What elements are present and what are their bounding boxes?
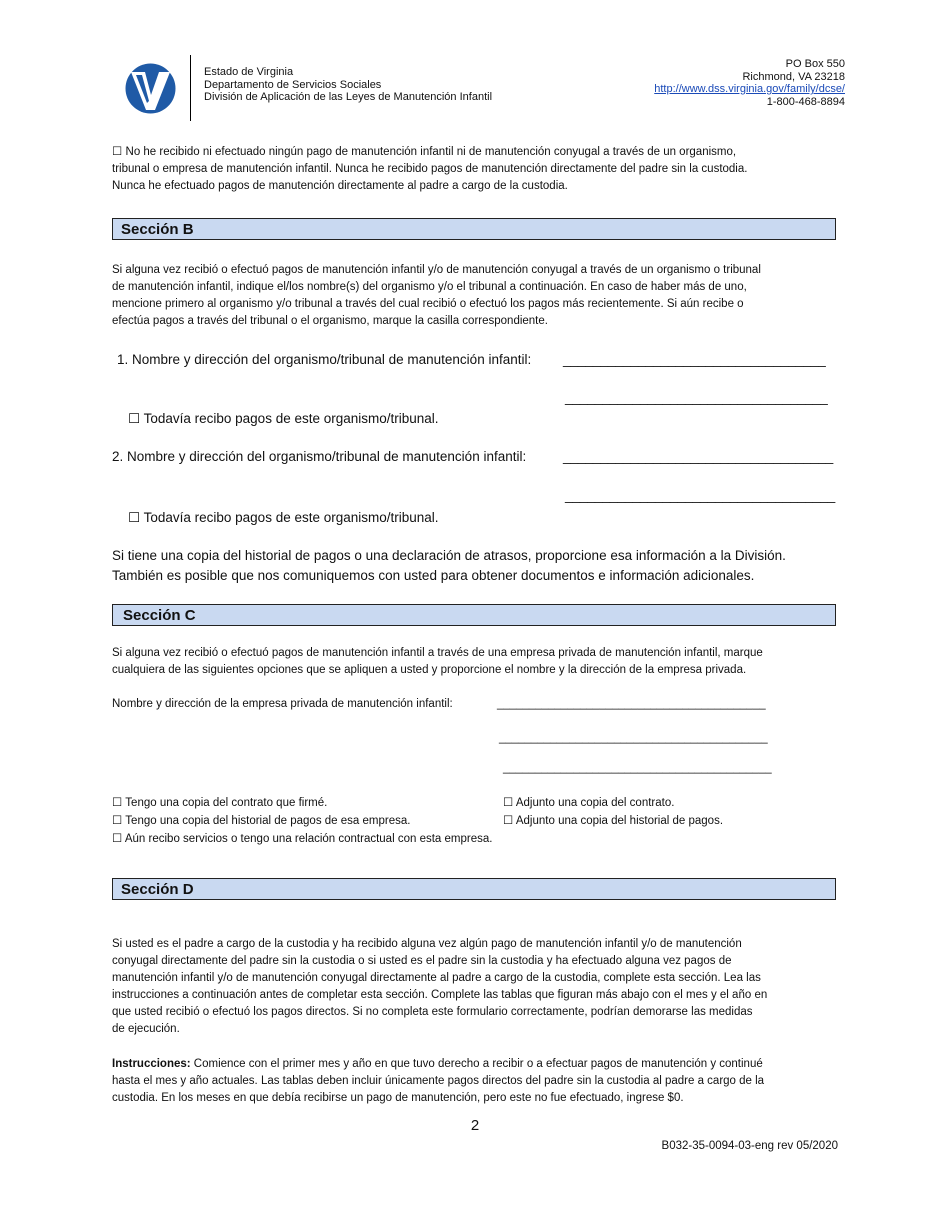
agency-division: División de Aplicación de las Leyes de Manutención Infantil <box>204 91 493 103</box>
instructions-line-3: custodia. En los meses en que debía recibirse un pago de manutención, pero este no fue efectuado, ingrese $0. <box>112 1092 684 1104</box>
note-line-2: También es posible que nos comuniquemos con usted para obtener documentos e información adicionales. <box>112 568 755 583</box>
still-receiving-1-option[interactable]: ☐ Todavía recibo pagos de este organismo/tribunal. <box>128 411 439 426</box>
instructions-label: Instrucciones: <box>112 1058 191 1070</box>
section-d-line-2: conyugal directamente del padre sin la custodia o si usted es el padre sin la custodia y ha efectuado alguna vez pagos de <box>112 955 732 967</box>
section-b-line-2: de manutención infantil, indique el/los nombre(s) del organismo y/o el tribunal a continuación. En caso de haber más de uno, <box>112 281 747 293</box>
company-field-line-2[interactable]: __________________________________________ <box>499 732 768 744</box>
no-payments-checkbox[interactable]: ☐ <box>112 144 123 158</box>
section-c-header: Sección C <box>112 604 836 626</box>
agency-1-field[interactable]: ___________________________________ <box>563 352 826 367</box>
section-d-line-1: Si usted es el padre a cargo de la custodia y ha recibido alguna vez algún pago de manutención infantil y/o de manutención <box>112 938 742 950</box>
company-field[interactable]: __________________________________________ <box>497 698 766 710</box>
city-state: Richmond, VA 23218 <box>742 70 845 83</box>
agency-2-label: 2. Nombre y dirección del organismo/tribunal de manutención infantil: <box>112 449 527 464</box>
section-b-paragraph <box>112 262 842 330</box>
agency-2-field-line-2[interactable]: ____________________________________ <box>565 488 836 503</box>
section-d-header: Sección D <box>112 878 836 900</box>
agency-state: Estado de Virginia <box>204 66 294 78</box>
section-d-line-3: manutención infantil y/o de manutención conyugal directamente al padre a cargo de la custodia, complete esta sección. Lea las <box>112 972 761 984</box>
intro-line-1: No he recibido ni efectuado ningún pago de manutención infantil ni de manutención conyugal a través de un organismo, <box>125 146 737 158</box>
still-receiving-2-option[interactable]: ☐ Todavía recibo pagos de este organismo/tribunal. <box>128 510 439 525</box>
agency-1-field-line-2[interactable]: ___________________________________ <box>565 390 828 405</box>
section-c-paragraph <box>112 645 842 679</box>
agency-2-field[interactable]: ____________________________________ <box>563 449 834 464</box>
option-attach-history[interactable]: ☐ Adjunto una copia del historial de pagos. <box>503 815 724 827</box>
option-signed-contract[interactable]: ☐ Tengo una copia del contrato que firmé. <box>112 797 328 809</box>
section-c-line-1: Si alguna vez recibió o efectuó pagos de manutención infantil a través de una empresa privada de manutención infantil, marque <box>112 647 763 659</box>
vdss-logo <box>125 63 176 114</box>
section-b-line-3: mencione primero al organismo y/o tribunal a través del cual recibió o efectuó los pagos más recientemente. Si aún recibe o <box>112 298 744 310</box>
form-number: B032-35-0094-03-eng rev 05/2020 <box>661 1140 838 1152</box>
agency-1-label: 1. Nombre y dirección del organismo/tribunal de manutención infantil: <box>117 352 532 367</box>
section-d-line-4: instrucciones a continuación antes de completar esta sección. Complete las tablas que figuran más abajo con el mes y el año en <box>112 989 768 1001</box>
section-b-line-4: efectúa pagos a través del tribunal o el organismo, marque la casilla correspondiente. <box>112 315 548 327</box>
section-d-line-6: de ejecución. <box>112 1023 180 1035</box>
company-field-line-3[interactable]: __________________________________________ <box>503 762 772 774</box>
section-c-line-2: cualquiera de las siguientes opciones que se apliquen a usted y proporcione el nombre y la dirección de la empresa privada. <box>112 664 747 676</box>
agency-department: Departamento de Servicios Sociales <box>204 78 382 91</box>
agency-block <box>204 66 492 104</box>
section-d-line-5: que usted recibió o efectuó los pagos directos. Si no completa este formulario correctamente, podrían demorarse las medidas <box>112 1006 753 1018</box>
phone-number: 1-800-468-8894 <box>766 95 845 108</box>
instructions-block <box>112 1056 842 1107</box>
intro-line-3: Nunca he efectuado pagos de manutención directamente al padre a cargo de la custodia. <box>112 180 568 192</box>
po-box: PO Box 550 <box>785 58 845 70</box>
section-b-header: Sección B <box>112 218 836 240</box>
no-payments-option <box>112 143 842 195</box>
option-attach-contract[interactable]: ☐ Adjunto una copia del contrato. <box>503 797 675 809</box>
intro-line-2: tribunal o empresa de manutención infantil. Nunca he recibido pagos de manutención directamente del padre sin la custodia. <box>112 163 748 175</box>
header-divider <box>190 55 191 121</box>
instructions-line-2: hasta el mes y año actuales. Las tablas deben incluir únicamente pagos directos del padre sin la custodia al padre a cargo de la <box>112 1075 765 1087</box>
payment-history-note <box>112 546 842 586</box>
section-b-line-1: Si alguna vez recibió o efectuó pagos de manutención infantil y/o de manutención conyugal a través de un organismo o tribunal <box>112 264 761 276</box>
option-payment-history[interactable]: ☐ Tengo una copia del historial de pagos de esa empresa. <box>112 815 411 827</box>
instructions-line-1: Comience con el primer mes y año en que tuvo derecho a recibir o a efectuar pagos de manutención y continué <box>190 1058 763 1070</box>
option-still-receiving-services[interactable]: ☐ Aún recibo servicios o tengo una relación contractual con esta empresa. <box>112 833 493 845</box>
section-d-paragraph <box>112 936 842 1038</box>
website-link[interactable]: http://www.dss.virginia.gov/family/dcse/ <box>654 83 845 95</box>
note-line-1: Si tiene una copia del historial de pagos o una declaración de atrasos, proporcione esa información a la División. <box>112 548 786 563</box>
page-number: 2 <box>470 1117 480 1134</box>
company-label: Nombre y dirección de la empresa privada de manutención infantil: <box>112 698 453 710</box>
contact-block <box>654 58 845 108</box>
